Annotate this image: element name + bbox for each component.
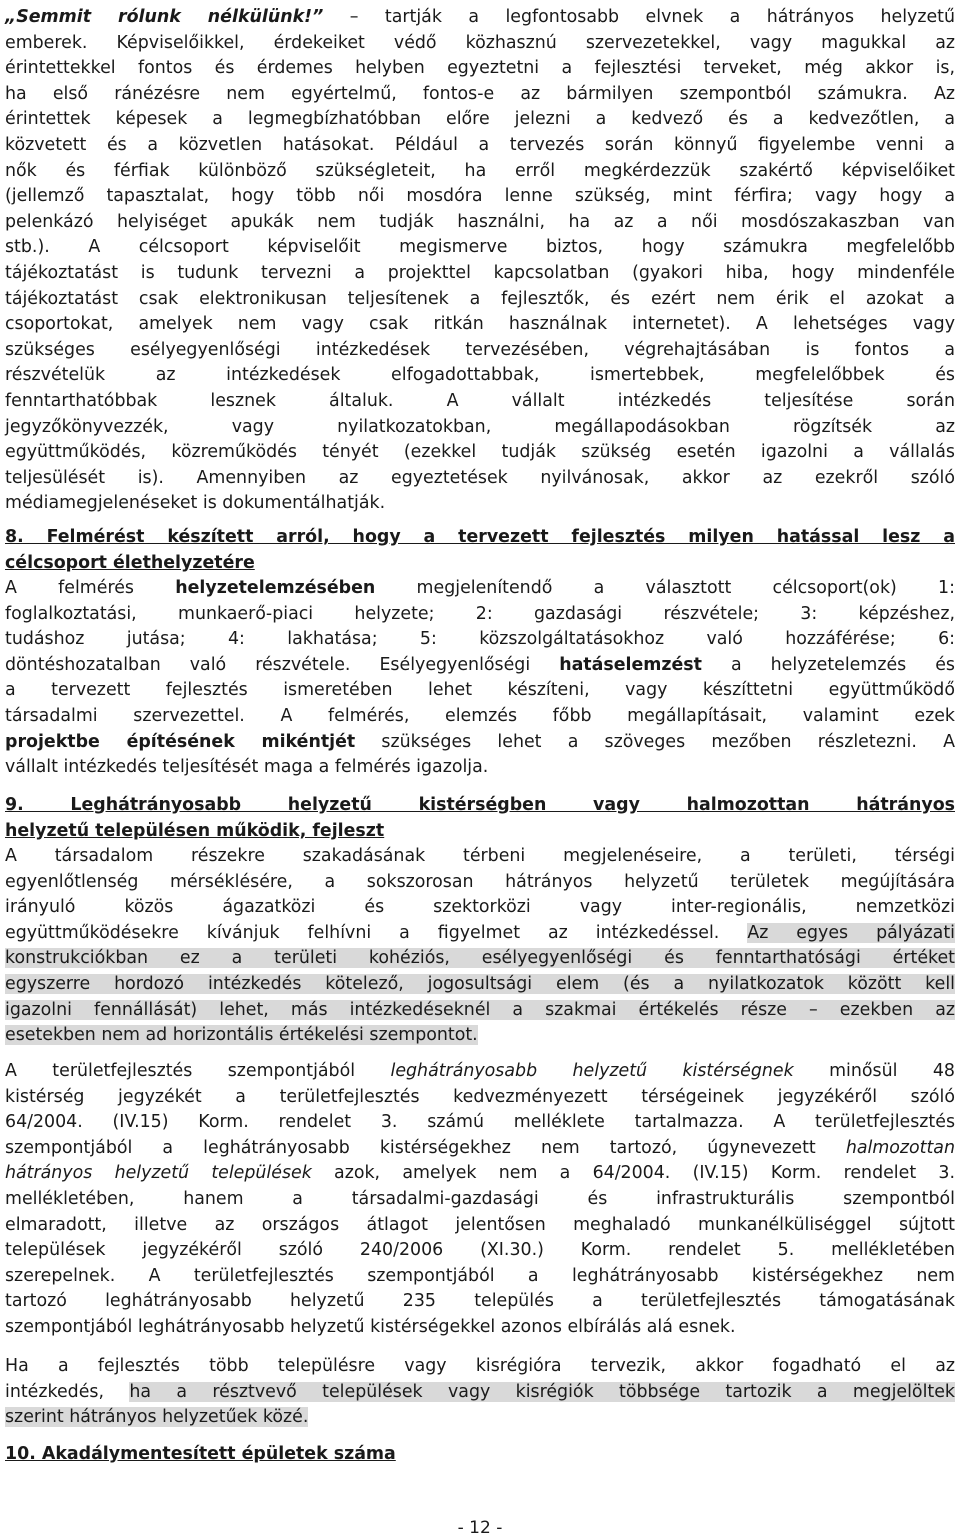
text-run: A társadalom részekre szakadásának térbeni megjelenéseire, a területi, térségi	[5, 846, 955, 866]
text-run: minősül 48	[793, 1061, 955, 1081]
text-run: stb.). A célcsoport képviselőit megismerve biztos, hogy számukra megfelelőbb	[5, 237, 955, 258]
text-line	[5, 1353, 955, 1379]
text-line	[5, 81, 955, 107]
text-line	[5, 1404, 955, 1430]
text-run: projektbe építésének mikéntjét	[5, 731, 356, 752]
text-run: tájékoztatást is tudunk tervezni a projekttel kapcsolatban (gyakori hiba, hogy mindenféle	[5, 263, 955, 283]
text-line	[5, 1186, 955, 1212]
text-line	[5, 920, 955, 946]
text-run: közvetett és a közvetlen hatásokat. Például a tervezés során könnyű figyelembe venni a	[5, 135, 955, 155]
text-line	[5, 490, 955, 516]
text-run: A felmérés	[5, 578, 176, 598]
text-line	[5, 362, 955, 388]
text-run: ha a résztvevő települések vagy kisrégiók többsége tartozik a megjelöltek	[129, 1381, 955, 1402]
text-run: szerepelnek. A területfejlesztés szempontjából a leghátrányosabb kistérségekhez nem	[5, 1265, 955, 1286]
text-run: szükséges esélyegyenlőségi intézkedések tervezésében, végrehajtásában is fontos a	[5, 339, 955, 360]
text-line	[5, 414, 955, 440]
text-run: egyszerre hordozó intézkedés kötelező, jogosultsági elem (és a nyilatkozatok között kell	[5, 974, 955, 994]
heading-line: 8. Felmérést készített arról, hogy a tervezett fejlesztés milyen hatással lesz a	[5, 527, 955, 547]
text-run: a tervezett fejlesztés ismeretében lehet készíteni, vagy készíttetni együttműködő	[5, 680, 955, 701]
heading-line: helyzetű településen működik, fejleszt	[5, 820, 385, 841]
text-line	[5, 652, 955, 678]
text-run: társadalmi szervezettel. A felmérés, elemzés főbb megállapításait, valamint ezek	[5, 706, 955, 726]
text-line	[5, 30, 955, 56]
text-line	[5, 388, 955, 414]
text-line	[5, 1135, 955, 1161]
text-line	[5, 209, 955, 235]
text-run: jegyzőkönyvezzék, vagy nyilatkozatokban, megállapodásokban rögzítsék az	[5, 416, 955, 437]
text-run: – tartják a legfontosabb elvnek a hátrányos helyzetű	[323, 7, 955, 27]
text-run: fenntarthatóbbak lesznek általuk. A vállalt intézkedés teljesítése során	[5, 391, 955, 411]
text-run: tudáshoz jutása; 4: lakhatása; 5: közszolgáltatásokhoz való hozzáférése; 6:	[5, 629, 955, 650]
text-run: mellékletében, hanem a társadalmi-gazdasági és infrastrukturális szempontból	[5, 1189, 955, 1209]
text-run: Az egyes pályázati	[747, 922, 955, 943]
text-line	[5, 601, 955, 627]
text-run: pelenkázó helyiséget apukák nem tudják használni, ha az a női mosdószakaszban van	[5, 211, 955, 232]
text-line	[5, 1288, 955, 1314]
text-run: leghátrányosabb helyzetű kistérségnek	[390, 1061, 794, 1081]
text-line	[5, 703, 955, 729]
text-run: együttműködés, közreműködés tényét (ezekkel tudják szükség esetén igazolni a vállalás	[5, 442, 955, 463]
text-run: helyzetelemzésében	[175, 578, 376, 598]
text-run: a helyzetelemzés és	[701, 654, 955, 675]
heading-line: 9. Leghátrányosabb helyzetű kistérségben vagy halmozottan hátrányos	[5, 795, 955, 815]
text-line	[5, 869, 955, 895]
text-line	[5, 1109, 955, 1135]
text-run: igazolni fennállását) lehet, más intézkedéseknél a szakmai értékelés része – ezekben az	[5, 999, 955, 1020]
text-run: elmaradott, illetve az országos átlagot jelentősen meghaladó munkanélküliséggel sújtott	[5, 1214, 955, 1235]
text-line	[5, 945, 955, 971]
heading-line: célcsoport élethelyzetére	[5, 552, 255, 573]
text-run: emberek. Képviselőikkel, érdekeiket védő közhasznú szervezetekkel, vagy magukkal az	[5, 32, 955, 53]
section-10-heading: 10. Akadálymentesített épületek száma	[5, 1444, 396, 1464]
text-run: megjelenítendő a választott célcsoport(ok) 1:	[375, 578, 955, 598]
text-run: szempontjából a leghátrányosabb kistérségekhez nem tartozó, úgynevezett	[5, 1137, 846, 1158]
text-line	[5, 234, 955, 260]
text-line	[5, 1379, 955, 1405]
text-run: döntéshozatalban való részvétele. Esélyegyenlőségi	[5, 654, 560, 675]
text-line	[5, 337, 955, 363]
text-run: intézkedés,	[5, 1381, 130, 1402]
text-line	[5, 158, 955, 184]
text-run: (jellemző tapasztalat, hogy több női mosdóra lenne szükség, mint férfira; vagy hogy a	[5, 186, 955, 207]
text-line	[5, 260, 955, 286]
text-line	[5, 1022, 955, 1048]
text-line	[5, 1160, 955, 1186]
text-run: esetekben nem ad horizontális értékelési szempontot.	[5, 1025, 478, 1046]
text-line	[5, 677, 955, 703]
text-run: hatáselemzést	[559, 654, 702, 675]
text-line	[5, 183, 955, 209]
text-line	[5, 754, 955, 780]
text-line	[5, 843, 955, 869]
text-run: hátrányos helyzetű települések	[5, 1163, 312, 1184]
text-line	[5, 575, 955, 601]
text-line	[5, 439, 955, 465]
text-run: irányuló közös ágazatközi és szektorközi vagy inter-regionális, nemzetközi	[5, 897, 955, 918]
text-run: egyenlőtlenség mérséklésére, a sokszorosan hátrányos helyzetű területek megújítására	[5, 871, 955, 892]
text-line	[5, 4, 955, 30]
text-line	[5, 1212, 955, 1238]
text-run: tájékoztatást csak elektronikusan teljesítenek a fejlesztők, és ezért nem érik el azokat a	[5, 288, 955, 309]
page-number: - 12 -	[457, 1518, 503, 1538]
text-line	[5, 997, 955, 1023]
text-run: együttműködésekre kívánjuk felhívni a figyelmet az intézkedéssel.	[5, 922, 748, 943]
text-line	[5, 465, 955, 491]
text-run: 64/2004. (IV.15) Korm. rendelet 3. számú melléklete tartalmazza. A területfejlesztés	[5, 1112, 955, 1133]
text-line	[5, 1084, 955, 1110]
text-run: médiamegjelenéseket is dokumentálhatják.	[5, 493, 386, 514]
text-run: „Semmit rólunk nélkülünk!”	[5, 7, 324, 27]
text-line	[5, 1058, 955, 1084]
text-run: érintettekkel fontos és érdemes helyben egyeztetni a fejlesztési terveket, még akkor is,	[5, 58, 955, 79]
text-run: azok, amelyek nem a 64/2004. (IV.15) Korm. rendelet 3.	[311, 1163, 955, 1184]
text-run: részvételük az intézkedések elfogadottabbak, ismertebbek, megfelelőbbek és	[5, 365, 955, 386]
text-line	[5, 626, 955, 652]
text-run: ha első ránézésre nem egyértelmű, fontos-e az bármilyen szempontból számukra. Az	[5, 83, 955, 104]
text-run: teljesülését is). Amennyiben az egyeztetések nyilvánosak, akkor az ezekről szóló	[5, 467, 955, 488]
text-run: települések jegyzékéről szóló 240/2006 (XI.30.) Korm. rendelet 5. mellékletében	[5, 1240, 955, 1261]
text-run: szempontjából leghátrányosabb helyzetű kistérségekkel azonos elbírálás alá esnek.	[5, 1317, 736, 1337]
text-line	[5, 1237, 955, 1263]
text-run: érintettek képesek a legmegbízhatóbban előre jelezni a kedvező és a kedvezőtlen, a	[5, 109, 955, 130]
text-run: foglalkoztatási, munkaerő-piaci helyzete; 2: gazdasági részvétele; 3: képzéshez,	[5, 603, 955, 624]
text-line	[5, 132, 955, 158]
text-run: halmozottan	[845, 1137, 955, 1158]
text-run: szerint hátrányos helyzetűek közé.	[5, 1407, 309, 1428]
text-line	[5, 311, 955, 337]
text-line	[5, 971, 955, 997]
text-line	[5, 1263, 955, 1289]
text-line	[5, 729, 955, 755]
text-run: kistérség jegyzékét a területfejlesztés kedvezményezett térségeinek jegyzékéről szóló	[5, 1086, 955, 1107]
text-line	[5, 894, 955, 920]
text-run: vállalt intézkedés teljesítését maga a felmérés igazolja.	[5, 757, 489, 778]
text-line	[5, 106, 955, 132]
text-run: szükséges lehet a szöveges mezőben részletezni. A	[355, 731, 955, 752]
text-line	[5, 286, 955, 312]
text-run: konstrukciókban ez a területi kohéziós, esélyegyenlőségi és fenntarthatósági értéket	[5, 948, 955, 969]
text-line	[5, 55, 955, 81]
text-run: csoportokat, amelyek nem vagy csak ritkán használnak internetet). A lehetséges vagy	[5, 314, 955, 335]
text-line	[5, 1314, 955, 1340]
text-run: A területfejlesztés szempontjából	[5, 1061, 391, 1081]
text-run: Ha a fejlesztés több településre vagy kisrégióra tervezik, akkor fogadható el az	[5, 1356, 955, 1376]
text-run: nők és férfiak különböző szükségleteit, ha erről megkérdezzük szakértő képviselőiket	[5, 160, 955, 181]
text-run: tartozó leghátrányosabb helyzetű 235 település a területfejlesztés támogatásának	[5, 1291, 955, 1312]
